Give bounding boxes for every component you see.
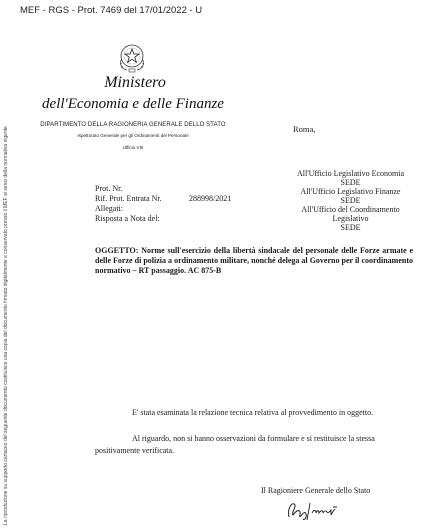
addressee-2-line1: All'Ufficio Legislativo Finanze: [300, 187, 401, 196]
addressee-2-line2: SEDE: [340, 196, 361, 205]
prot-label: Prot. Nr.: [95, 184, 123, 193]
risposta-label: Risposta a Nota del:: [95, 214, 160, 223]
signer-title: Il Ragioniere Generale dello Stato: [261, 486, 371, 495]
subject-label: OGGETTO:: [95, 246, 139, 255]
body-paragraph-1: E' stata esaminata la relazione tecnica relativa al provvedimento in oggetto.: [132, 408, 374, 417]
addressee-3-line1: All'Ufficio del Coordinamento: [301, 205, 400, 214]
allegati-label: Allegati:: [95, 204, 123, 213]
addressee-3-line3: SEDE: [340, 223, 361, 232]
italian-emblem-icon: [117, 42, 147, 73]
place-label: Roma,: [293, 124, 316, 134]
body-paragraph-2: Al riguardo, non si hanno osservazioni da formulare e si restituisce la stessa positivamente verificata.: [95, 434, 375, 455]
protocol-line: MEF - RGS - Prot. 7469 del 17/01/2022 - U: [20, 5, 203, 16]
department-name: DIPARTIMENTO DELLA RAGIONERIA GENERALE DELLO STATO: [40, 122, 226, 128]
side-note: La riproduzione su supporto cartaceo del seguente documento costituisce una copia del documento firmato digitalmente e conservato presso il MEF ai sensi della normativa vigente: [3, 126, 9, 525]
subject-text: Norme sull'esercizio della libertà sindacale del personale delle Forze armate e delle Forze di polizia a ordinamento militare, nonché delega al Governo per il coordinamento normativo – RT passaggio. AC 875-B: [95, 246, 414, 275]
addressee-1-line1: All'Ufficio Legislativo Economia: [296, 169, 405, 178]
ministry-name-line1: Ministero: [104, 74, 166, 91]
reference-block: [95, 184, 232, 224]
subject-block: [95, 246, 413, 275]
addressee-3-line2: Legislativo: [332, 214, 369, 223]
addressee-1-line2: SEDE: [340, 178, 361, 187]
office-name: Ufficio VIII: [122, 145, 144, 150]
rif-label: Rif. Prot. Entrata Nr.: [95, 194, 162, 203]
inspectorate-name: Ispettorato Generale per gli Ordinamenti del Personale: [77, 133, 189, 138]
ministry-name-line2: dell'Economia e delle Finanze: [42, 96, 224, 112]
rif-value: 288998/2021: [189, 194, 232, 203]
handwritten-signature: [283, 497, 343, 523]
